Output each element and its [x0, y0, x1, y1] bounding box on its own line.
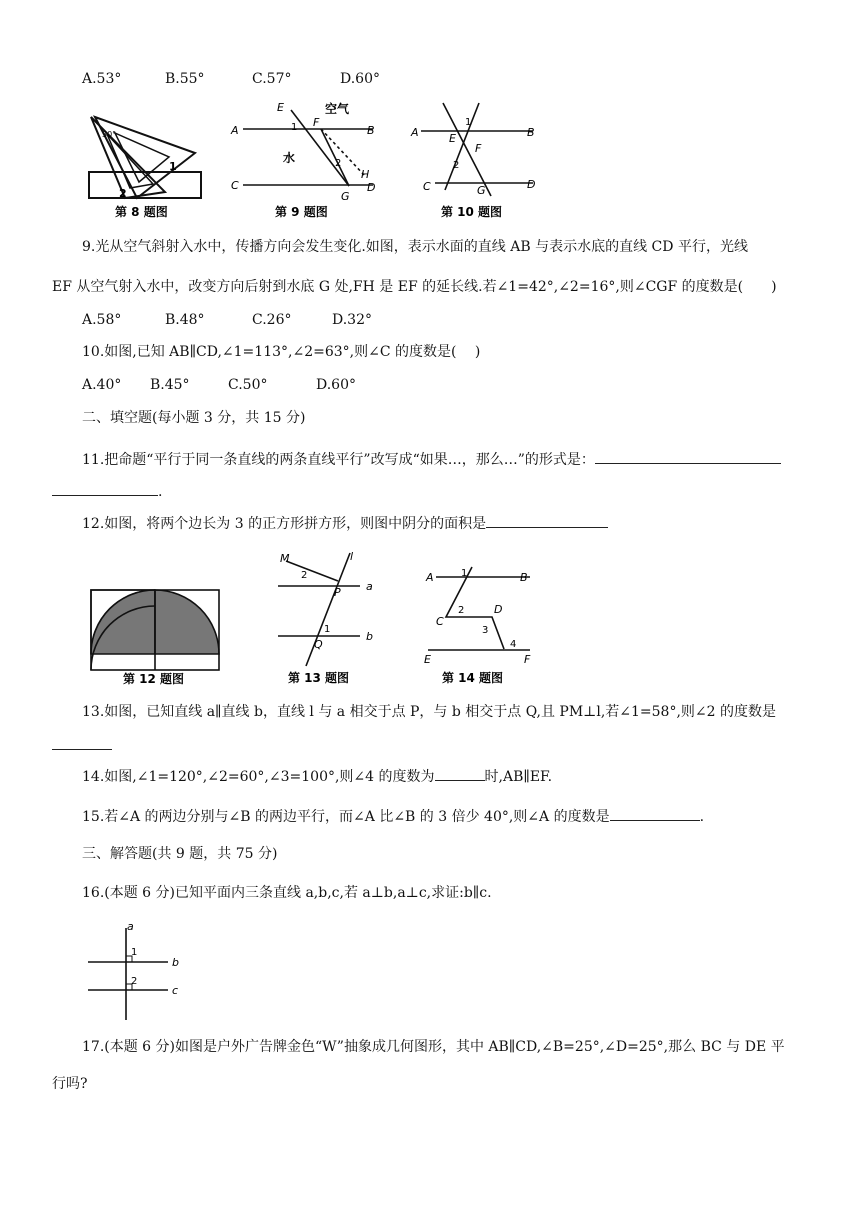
q17-line-1: 17.(本题 6 分)如图是户外广告牌金色“W”抽象成几何图形，其中 AB∥CD,∠B=25°,∠D=25°,那么 BC 与 DE 平 — [82, 1039, 785, 1055]
q9-option-c: C.26° — [252, 312, 292, 328]
angle-3-label: 3 — [482, 625, 489, 636]
label-g: G — [477, 184, 486, 197]
extension-fh — [321, 129, 365, 176]
angle-2-label: 2 — [335, 158, 342, 169]
q11-answer-blank-1[interactable] — [595, 449, 781, 464]
q13-answer-blank[interactable] — [52, 735, 112, 750]
angle-4-label: 4 — [510, 639, 517, 650]
q15-text-pre: 15.若∠A 的两边分别与∠B 的两边平行，而∠A 比∠B 的 3 倍少 40°,则∠A 的度数是 — [82, 809, 610, 825]
label-h: H — [361, 168, 370, 181]
section-2-heading: 二、填空题(每小题 3 分，共 15 分) — [82, 410, 306, 426]
label-c: C — [231, 179, 239, 192]
angle-2-label: 2 — [301, 570, 308, 581]
figure-14 — [418, 563, 548, 687]
label-g: G — [341, 190, 350, 203]
figure-12-caption: 第 12 题图 — [123, 672, 185, 686]
angle-2-label: 2 — [453, 160, 460, 171]
figure-16 — [84, 918, 194, 1026]
q11-end: . — [158, 484, 163, 500]
q8-option-c: C.57° — [252, 71, 292, 87]
figure-8 — [85, 100, 210, 224]
q14-answer-blank[interactable] — [435, 766, 485, 781]
figure-9-caption: 第 9 题图 — [275, 205, 328, 219]
label-q: Q — [314, 638, 323, 651]
label-b: b — [172, 956, 179, 969]
q15-text-post: . — [699, 809, 705, 825]
q9-line-2: EF 从空气射入水中，改变方向后射到水底 G 处,FH 是 EF 的延长线.若∠1=42°,∠2=16°,则∠CGF 的度数是( ) — [52, 279, 777, 295]
q11-answer-blank-2[interactable] — [52, 481, 158, 496]
label-c: C — [436, 615, 444, 628]
angle-1-label: 1 — [324, 624, 331, 635]
label-f: F — [313, 116, 320, 129]
angle-1-label: 1 — [291, 122, 298, 133]
q11-line-1 — [82, 449, 781, 469]
q11-line-2 — [52, 481, 162, 501]
angle-30-label: 30° — [102, 130, 117, 139]
angle-2-label: 2 — [119, 187, 127, 200]
label-water: 水 — [283, 151, 296, 165]
angle-1-label: 1 — [461, 568, 468, 579]
section-3-heading: 三、解答题(共 9 题，共 75 分) — [82, 846, 278, 862]
label-l: l — [350, 550, 354, 563]
q12-text: 12.如图，将两个边长为 3 的正方形拼方形，则图中阴分的面积是 — [82, 516, 487, 532]
q8-option-b: B.55° — [165, 71, 205, 87]
q16-line-1: 16.(本题 6 分)已知平面内三条直线 a,b,c,若 a⊥b,a⊥c,求证:b∥c. — [82, 885, 492, 901]
q13-line-2 — [52, 735, 112, 755]
label-a: A — [231, 124, 239, 137]
q15-line-1 — [82, 806, 704, 826]
figure-10-caption: 第 10 题图 — [441, 205, 503, 219]
q9-option-b: B.48° — [165, 312, 205, 328]
q10-option-c: C.50° — [228, 377, 268, 393]
q8-option-a: A.53° — [82, 71, 122, 87]
q14-line-1 — [82, 766, 552, 786]
q17-line-2: 行吗? — [52, 1076, 88, 1092]
figure-14-caption: 第 14 题图 — [442, 671, 504, 685]
angle-1-label: 1 — [131, 947, 138, 958]
label-a: a — [127, 920, 134, 933]
q14-text-post: 时,AB∥EF. — [484, 769, 553, 785]
ray-pm — [286, 561, 338, 581]
figure-9 — [225, 96, 390, 224]
q10-line-1: 10.如图,已知 AB∥CD,∠1=113°,∠2=63°,则∠C 的度数是( ) — [82, 344, 481, 360]
q13-line-1: 13.如图，已知直线 a∥直线 b，直线 l 与 a 相交于点 P，与 b 相交于点 Q,且 PM⊥l,若∠1=58°,则∠2 的度数是 — [82, 704, 776, 720]
label-a: A — [411, 126, 419, 139]
label-c: c — [172, 984, 179, 997]
label-b: b — [366, 630, 373, 643]
label-air: 空气 — [325, 102, 350, 116]
q10-option-a: A.40° — [82, 377, 122, 393]
q10-option-b: B.45° — [150, 377, 190, 393]
label-e: E — [277, 101, 284, 114]
ray-ef — [291, 110, 349, 186]
q12-line-1 — [82, 513, 608, 533]
label-b: B — [520, 571, 528, 584]
q8-option-d: D.60° — [340, 71, 380, 87]
q15-answer-blank[interactable] — [610, 806, 700, 821]
label-f: F — [524, 653, 531, 666]
label-a: a — [366, 580, 373, 593]
angle-1-label: 1 — [465, 117, 472, 128]
q14-text-pre: 14.如图,∠1=120°,∠2=60°,∠3=100°,则∠4 的度数为 — [82, 769, 435, 785]
figure-12 — [85, 585, 245, 687]
angle-1-label: 1 — [169, 160, 177, 173]
q10-option-d: D.60° — [316, 377, 356, 393]
shaded-region-right — [155, 590, 219, 654]
label-f: F — [475, 142, 482, 155]
label-d: D — [527, 178, 536, 191]
q9-option-d: D.32° — [332, 312, 372, 328]
label-e: E — [449, 132, 456, 145]
label-d: D — [494, 603, 503, 616]
figure-10 — [405, 98, 555, 224]
figure-13 — [270, 548, 390, 688]
label-e: E — [424, 653, 431, 666]
label-p: P — [334, 586, 341, 599]
q9-option-a: A.58° — [82, 312, 122, 328]
label-a: A — [426, 571, 434, 584]
q11-text: 11.把命题“平行于同一条直线的两条直线平行”改写成“如果…，那么…”的形式是： — [82, 452, 595, 468]
label-c: C — [423, 180, 431, 193]
q9-line-1: 9.光从空气斜射入水中，传播方向会发生变化.如图，表示水面的直线 AB 与表示水底的直线 CD 平行，光线 — [82, 239, 748, 255]
label-b: B — [367, 124, 375, 137]
label-m: M — [280, 552, 290, 565]
figure-13-caption: 第 13 题图 — [288, 671, 350, 685]
q12-answer-blank[interactable] — [486, 513, 608, 528]
figure-8-caption: 第 8 题图 — [115, 205, 168, 219]
label-d: D — [367, 181, 376, 194]
line-l — [306, 553, 350, 666]
angle-2-label: 2 — [131, 976, 138, 987]
angle-2-label: 2 — [458, 605, 465, 616]
label-b: B — [527, 126, 535, 139]
